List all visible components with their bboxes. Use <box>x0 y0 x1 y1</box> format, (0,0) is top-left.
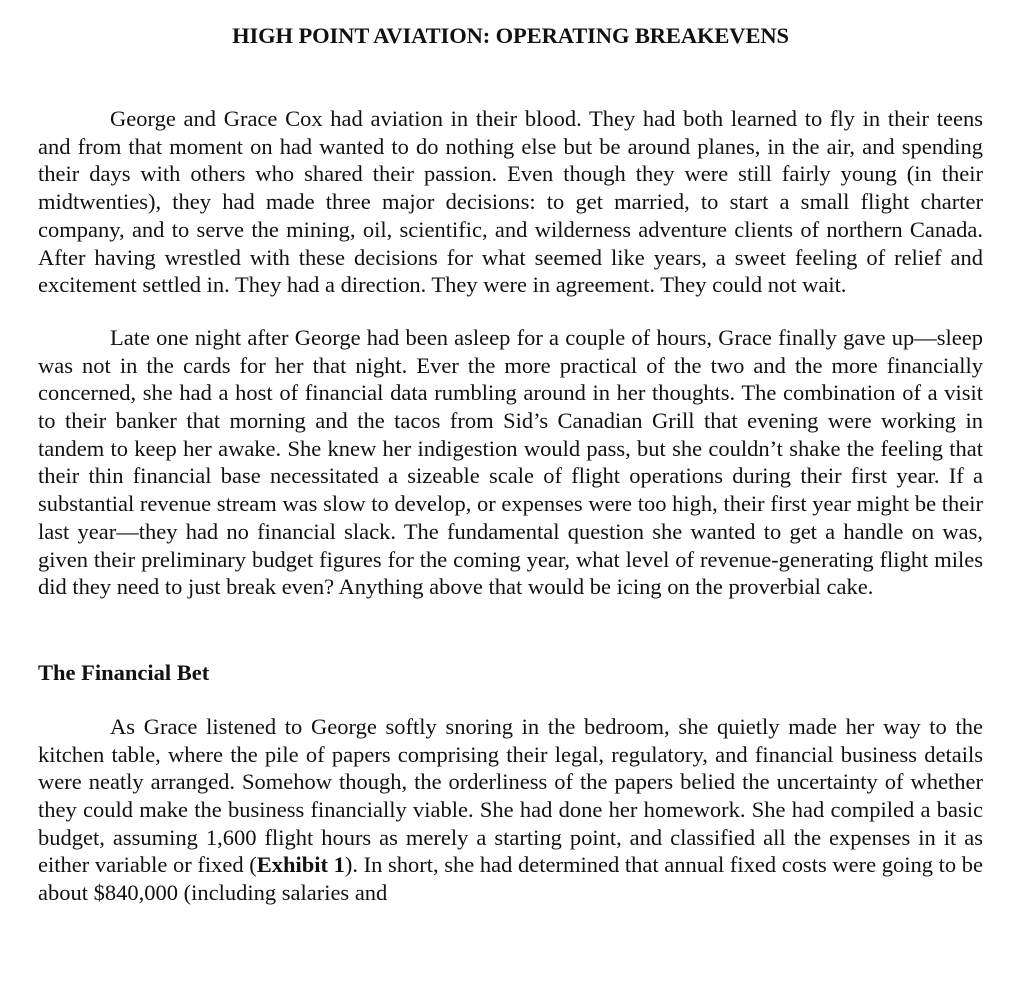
paragraph-3-text-before: As Grace listened to George softly snoring in the bedroom, she quietly made her way to the kitchen table, where the pile of papers comprising their legal, regulatory, and financial business details were neatly arranged. Somehow though, the orderliness of the papers belied the uncertainty of whether they could make the business financially viable. She had done her homework. She had compiled a basic budget, assuming 1,600 flight hours as merely a starting point, and classified all the expenses in it as either variable or fixed ( <box>38 713 983 878</box>
document-title: HIGH POINT AVIATION: OPERATING BREAKEVENS <box>232 23 789 48</box>
section-heading: The Financial Bet <box>38 659 210 685</box>
paragraph-1: George and Grace Cox had aviation in their blood. They had both learned to fly in their teens and from that moment on had wanted to do nothing else but be around planes, in the air, and spending their days with others who shared their passion. Even though they were still fairly young (in their midtwenties), they had made three major decisions: to get married, to start a small flight charter company, and to serve the mining, oil, scientific, and wilderness adventure clients of northern Canada. After having wrestled with these decisions for what seemed like years, a sweet feeling of relief and excitement settled in. They had a direction. They were in agreement. They could not wait. <box>38 106 983 298</box>
paragraph-3-text-after: ). In short, she had determined that annual fixed costs were going to be about $840,000 (including salaries and <box>38 852 983 906</box>
paragraph-3 <box>38 713 983 907</box>
exhibit-reference: Exhibit 1 <box>256 852 345 878</box>
document-page <box>38 0 983 907</box>
paragraph-2: Late one night after George had been asleep for a couple of hours, Grace finally gave up—sleep was not in the cards for her that night. Ever the more practical of the two and the more financially concerned, she had a host of financial data rumbling around in her thoughts. The combination of a visit to their banker that morning and the tacos from Sid’s Canadian Grill that evening were working in tandem to keep her awake. She knew her indigestion would pass, but she couldn’t shake the feeling that their thin financial base necessitated a sizeable scale of flight operations during their first year. If a substantial revenue stream was slow to develop, or expenses were too high, their first year might be their last year—they had no financial slack. The fundamental question she wanted to get a handle on was, given their preliminary budget figures for the coming year, what level of revenue-generating flight miles did they need to just break even? Anything above that would be icing on the proverbial cake. <box>38 324 983 600</box>
